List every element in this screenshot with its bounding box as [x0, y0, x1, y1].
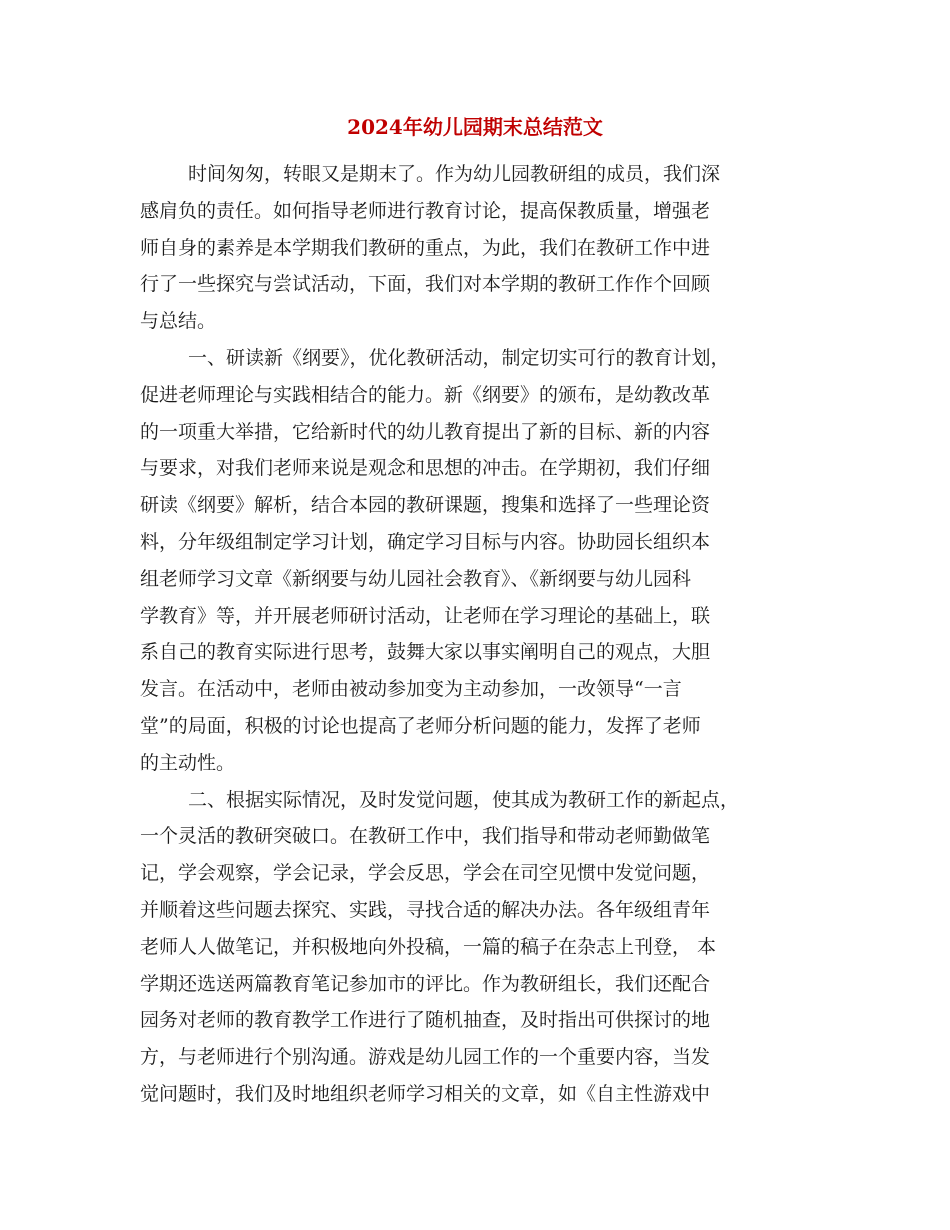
text-line: 促进老师理论与实践相结合的能力。新《纲要》的颁布，是幼教改革 — [140, 383, 711, 406]
text-line: 师自身的素养是本学期我们教研的重点，为此，我们在教研工作中进 — [140, 236, 711, 259]
text-line: 一个灵活的教研突破口。在教研工作中，我们指导和带动老师勤做笔 — [140, 825, 711, 848]
text-line: 园务对老师的教育教学工作进行了随机抽查，及时指出可供探讨的地 — [140, 1009, 711, 1032]
text-line: 觉问题时，我们及时地组织老师学习相关的文章，如《自主性游戏中 — [140, 1082, 711, 1105]
text-line: 与总结。 — [140, 310, 217, 333]
text-line: 感肩负的责任。如何指导老师进行教育讨论，提高保教质量，增强老 — [140, 199, 711, 222]
text-line: 学期还选送两篇教育笔记参加市的评比。作为教研组长，我们还配合 — [140, 972, 711, 995]
text-line: 的一项重大举措，它给新时代的幼儿教育提出了新的目标、新的内容 — [140, 420, 711, 443]
paragraph-intro — [140, 156, 810, 340]
text-line: 的主动性。 — [140, 751, 236, 774]
text-line: 组老师学习文章《新纲要与幼儿园社会教育》、《新纲要与幼儿园科 — [140, 567, 692, 590]
paragraph-section-two — [140, 782, 810, 1113]
text-line: 料，分年级组制定学习计划，确定学习目标与内容。协助园长组织本 — [140, 530, 711, 553]
document-body — [140, 156, 810, 1113]
text-line: 二、根据实际情况，及时发觉问题，使其成为教研工作的新起点， — [188, 788, 740, 811]
text-line: 研读《纲要》解析，结合本园的教研课题，搜集和选择了一些理论资 — [140, 494, 711, 517]
text-line: 学教育》等，并开展老师研讨活动，让老师在学习理论的基础上，联 — [140, 604, 711, 627]
text-line: 记，学会观察，学会记录，学会反思，学会在司空见惯中发觉问题， — [140, 862, 711, 885]
text-line: 堂”的局面，积极的讨论也提高了老师分析问题的能力，发挥了老师 — [140, 714, 701, 737]
text-line: 与要求，对我们老师来说是观念和思想的冲击。在学期初，我们仔细 — [140, 457, 711, 480]
text-line: 发言。在活动中，老师由被动参加变为主动参加，一改领导“一言 — [140, 678, 682, 701]
text-line: 并顺着这些问题去探究、实践，寻找合适的解决办法。各年级组青年 — [140, 898, 711, 921]
paragraph-section-one — [140, 340, 810, 782]
text-line: 老师人人做笔记，并积极地向外投稿，一篇的稿子在杂志上刊登， 本 — [140, 935, 717, 958]
text-line: 行了一些探究与尝试活动，下面，我们对本学期的教研工作作个回顾 — [140, 273, 711, 296]
document-title: 2024年幼儿园期末总结范文 — [347, 115, 603, 139]
text-line: 方，与老师进行个别沟通。游戏是幼儿园工作的一个重要内容，当发 — [140, 1046, 711, 1069]
text-line: 时间匆匆，转眼又是期末了。作为幼儿园教研组的成员，我们深 — [188, 163, 721, 185]
text-line: 系自己的教育实际进行思考，鼓舞大家以事实阐明自己的观点，大胆 — [140, 641, 711, 664]
text-line: 一、研读新《纲要》，优化教研活动，制定切实可行的教育计划， — [188, 346, 730, 369]
